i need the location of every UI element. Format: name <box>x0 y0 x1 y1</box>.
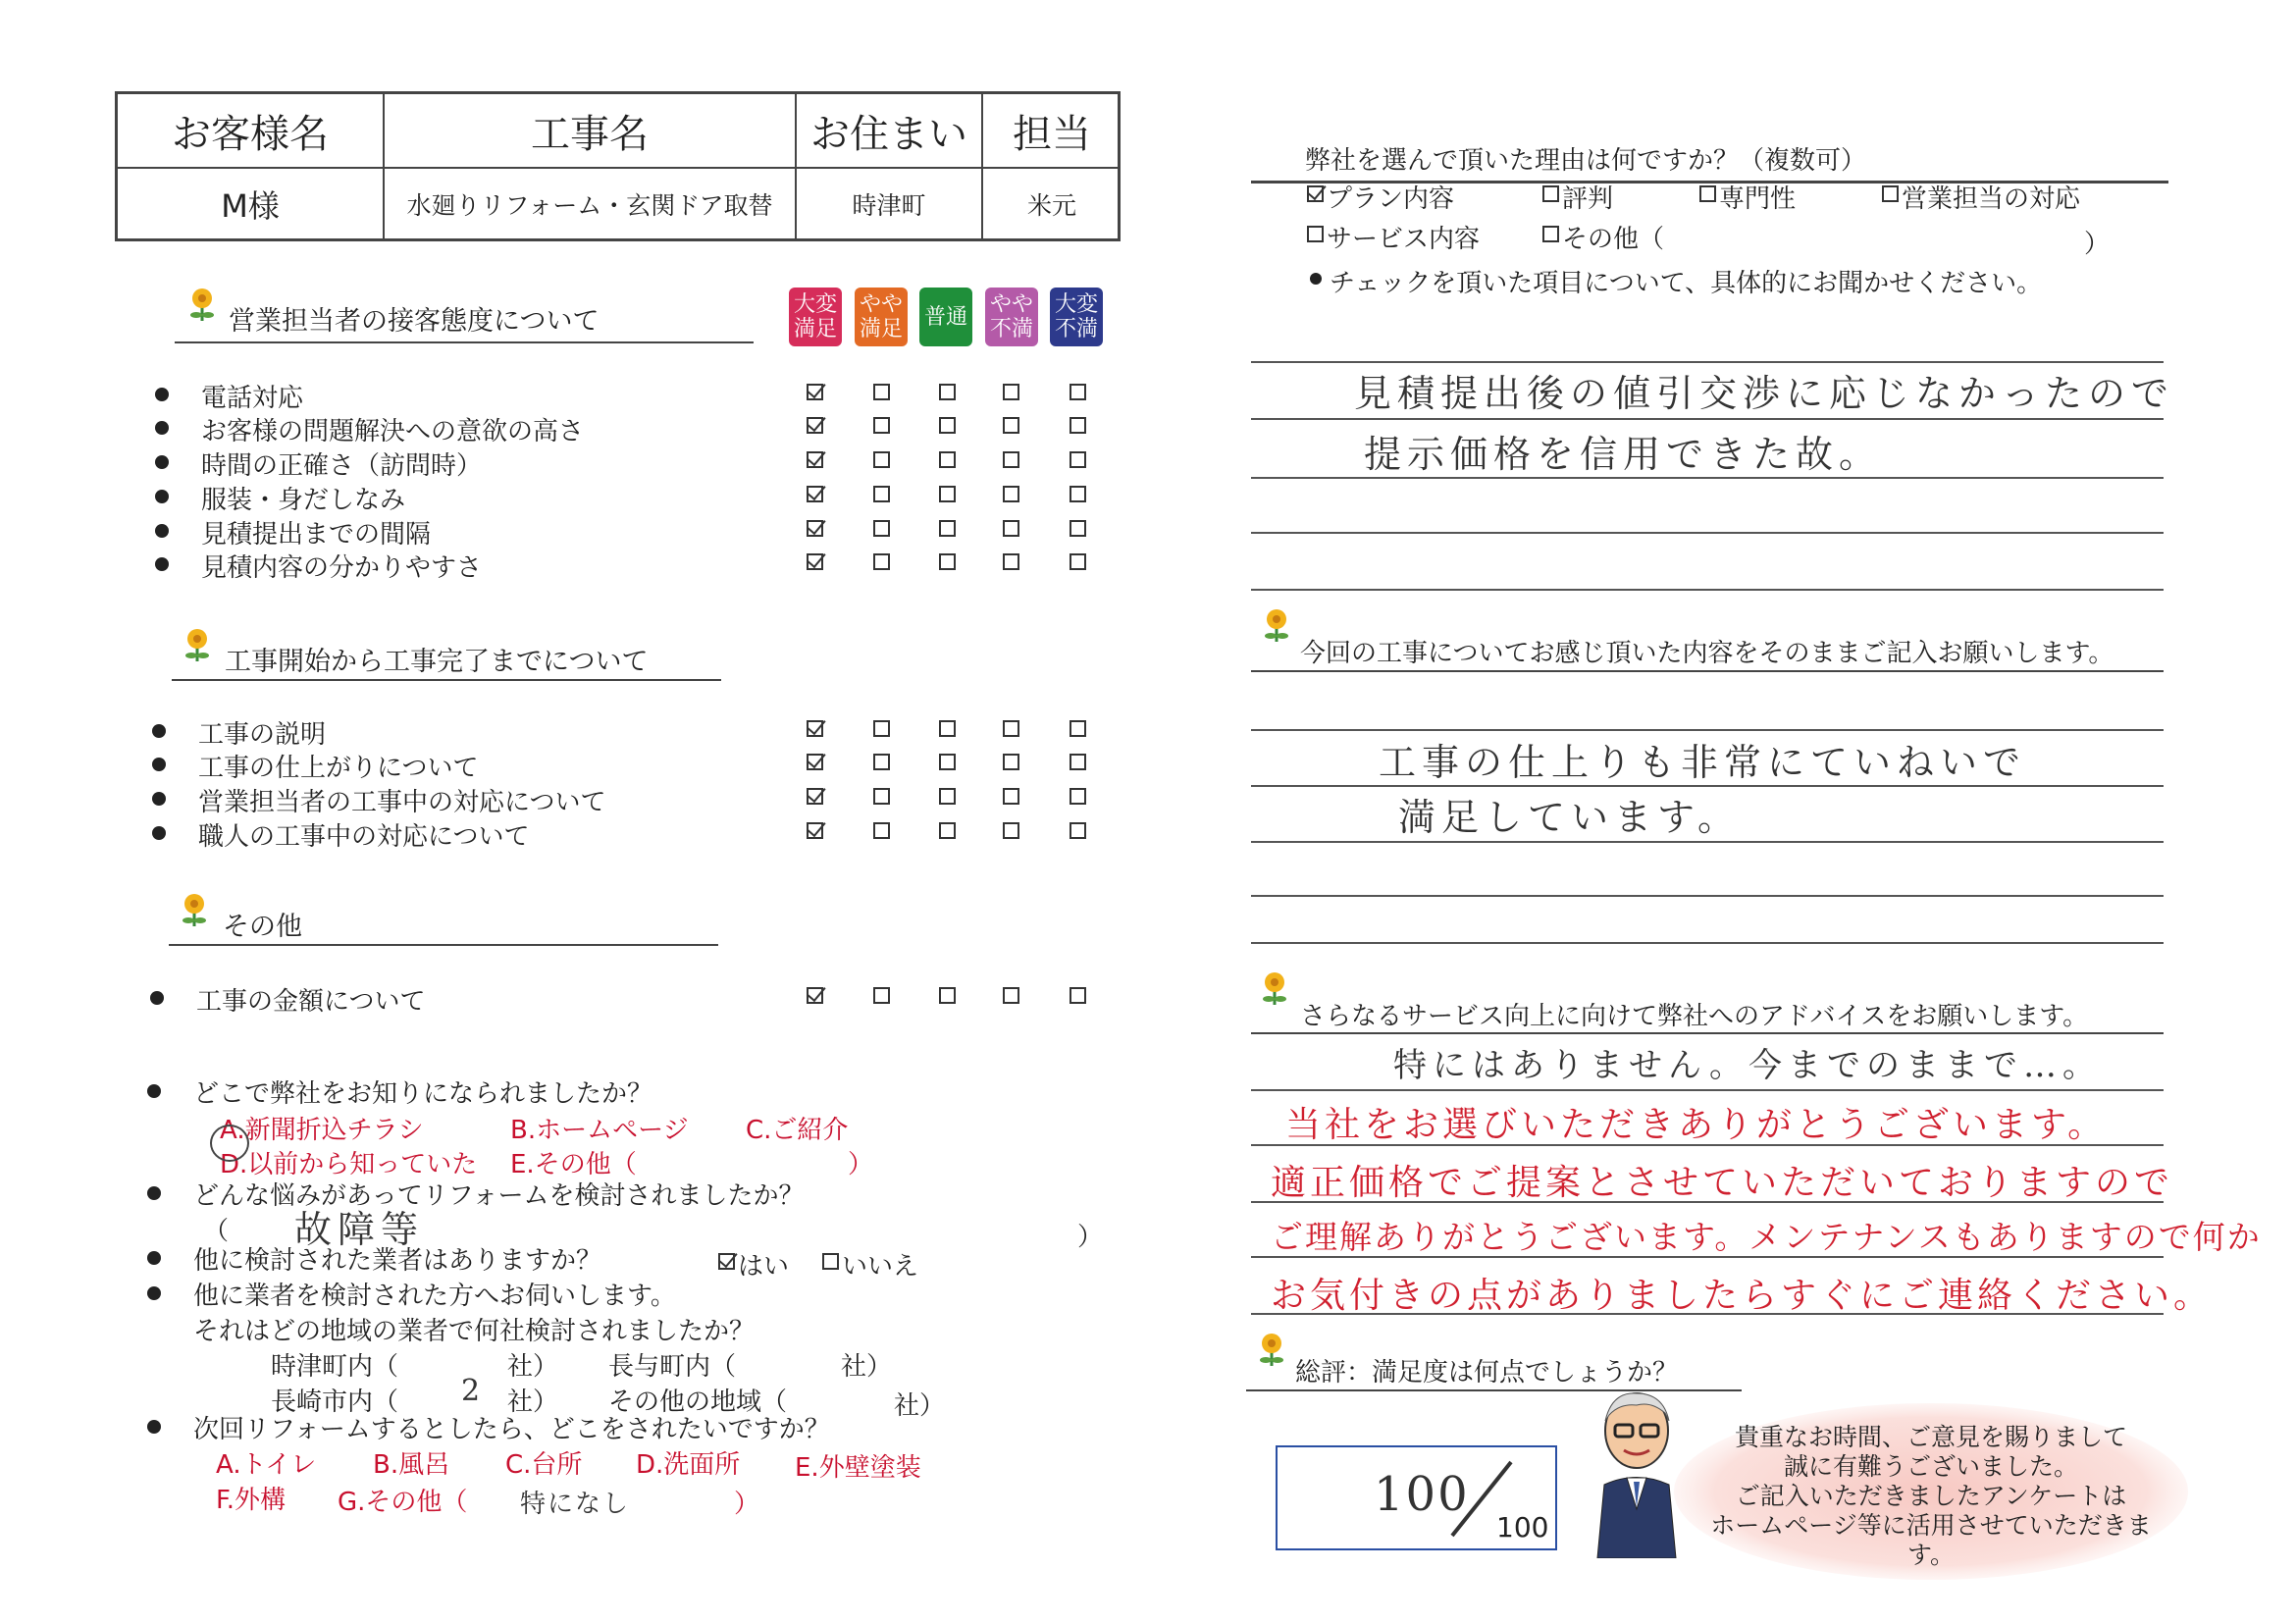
rating-item-label: 時間の正確さ（訪問時） <box>201 451 483 481</box>
rating-checkbox[interactable] <box>1070 553 1086 570</box>
bullet <box>155 524 169 538</box>
area-togitsu: 時津町内（ <box>271 1352 399 1382</box>
rating-checkbox[interactable] <box>1070 384 1086 400</box>
flower-icon <box>1264 608 1289 644</box>
rating-checkbox[interactable] <box>1070 754 1086 770</box>
rating-checkbox[interactable] <box>939 720 956 737</box>
option-kitchen: C.台所 <box>505 1450 583 1480</box>
thanks-line-2: 誠に有難うございました。 <box>1783 1452 2078 1481</box>
label-other-reason: その他（ <box>1562 225 1665 254</box>
rating-checkbox[interactable] <box>873 520 890 537</box>
rating-checkbox[interactable] <box>939 754 956 770</box>
rating-checkbox[interactable] <box>1070 788 1086 805</box>
writing-line <box>1251 1089 2164 1091</box>
checkbox-service[interactable] <box>1307 226 1324 242</box>
customer-info-table <box>115 91 1121 241</box>
reason-answer-line-1: 見積提出後の値引交渉に応じなかったので <box>1354 372 2175 415</box>
rating-item-label: 工事の金額について <box>196 987 426 1017</box>
section-title-other: その他 <box>223 912 302 942</box>
rating-checkbox[interactable] <box>807 788 823 805</box>
rating-checkbox[interactable] <box>1003 486 1019 502</box>
rating-somewhat-dissatisfied: やや 不満 <box>985 288 1038 346</box>
bullet <box>147 1420 161 1434</box>
writing-line <box>1251 532 2164 534</box>
rating-checkbox[interactable] <box>1070 486 1086 502</box>
option-other: E.その他（ <box>510 1150 637 1179</box>
rating-checkbox[interactable] <box>1003 384 1019 400</box>
writing-line <box>1251 841 2164 843</box>
checkbox-expertise[interactable] <box>1699 185 1716 202</box>
rating-checkbox[interactable] <box>1003 417 1019 434</box>
bullet <box>152 792 166 806</box>
col-customer-header: お客様名 <box>172 111 329 157</box>
bullet <box>147 1251 161 1265</box>
rating-checkbox[interactable] <box>807 417 823 434</box>
option-exterior: E.外壁塗装 <box>795 1453 921 1483</box>
reason-detail-prompt: チェックを頂いた項目について、具体的にお聞かせください。 <box>1330 269 2043 298</box>
rating-checkbox[interactable] <box>807 486 823 502</box>
how-known-question: どこで弊社をお知りになられましたか？ <box>193 1079 653 1109</box>
rating-checkbox[interactable] <box>873 822 890 839</box>
rating-very-satisfied: 大変 満足 <box>789 288 842 346</box>
thanks-line-1: 貴重なお時間、ご意見を賜りまして <box>1734 1423 2127 1451</box>
checkbox-yes[interactable] <box>718 1253 735 1270</box>
option-other-reform: G.その他（ <box>338 1488 468 1517</box>
work-name: 水廻りリフォーム・玄関ドア取替 <box>406 191 773 220</box>
rating-checkbox[interactable] <box>1003 720 1019 737</box>
other-companies-question: 他に検討された業者はありますか？ <box>193 1246 602 1276</box>
flower-icon <box>182 893 207 928</box>
rating-checkbox[interactable] <box>807 754 823 770</box>
rating-checkbox[interactable] <box>873 417 890 434</box>
flower-icon <box>189 288 215 323</box>
option-referral: C.ご紹介 <box>746 1116 849 1145</box>
area-nagasaki-count: 社） <box>507 1387 559 1417</box>
rating-item-label: 工事の仕上がりについて <box>198 754 479 783</box>
impression-answer-line-1: 工事の仕上りも非常にていねいで <box>1379 741 2027 784</box>
flower-icon <box>1262 971 1287 1007</box>
rating-checkbox[interactable] <box>873 788 890 805</box>
rating-neutral: 普通 <box>919 288 972 346</box>
area-nagasaki: 長崎市内（ <box>271 1387 399 1417</box>
section-title-construction: 工事開始から工事完了までについて <box>225 647 649 677</box>
label-yes: はい <box>738 1252 790 1282</box>
rating-item-label: 電話対応 <box>201 384 304 413</box>
rating-checkbox[interactable] <box>939 822 956 839</box>
rating-checkbox[interactable] <box>1070 987 1086 1004</box>
impression-title: 今回の工事についてお感じ頂いた内容をそのままご記入お願いします。 <box>1300 639 2114 668</box>
area-nagayo-count: 社） <box>841 1352 893 1382</box>
option-toilet: A.トイレ <box>216 1450 317 1480</box>
reply-line-3: ご理解ありがとうございます。メンテナンスもありますので何か <box>1271 1218 2262 1256</box>
score-value: 100 <box>1374 1467 1470 1522</box>
area-other-count: 社） <box>894 1391 946 1421</box>
thanks-message <box>1700 1423 2162 1570</box>
advice-title: さらなるサービス向上に向けて弊社へのアドバイスをお願いします。 <box>1300 1002 2089 1031</box>
reply-line-1: 当社をお選びいただきありがとうございます。 <box>1285 1105 2108 1145</box>
customer-name: M様 <box>221 187 280 225</box>
rating-checkbox[interactable] <box>939 987 956 1004</box>
rating-checkbox[interactable] <box>939 486 956 502</box>
bullet <box>147 1186 161 1200</box>
bullet <box>152 724 166 738</box>
section-underline <box>169 944 718 946</box>
worry-answer: 故障等 <box>294 1208 425 1251</box>
bullet <box>155 557 169 571</box>
col-work-header: 工事名 <box>531 111 649 157</box>
reply-line-4: お気付きの点がありましたらすぐにご連絡ください。 <box>1271 1276 2214 1316</box>
option-known-before: D.以前から知っていた <box>220 1150 478 1179</box>
rating-checkbox[interactable] <box>939 520 956 537</box>
writing-line <box>1251 895 2164 897</box>
rating-item-label: 工事の説明 <box>198 720 327 750</box>
col-address-header: お住まい <box>810 111 967 157</box>
rating-item-label: 見積提出までの間隔 <box>201 520 432 550</box>
checkbox-reputation[interactable] <box>1542 185 1559 202</box>
section-underline <box>175 341 754 343</box>
rating-checkbox[interactable] <box>807 822 823 839</box>
reply-line-2: 適正価格でご提案とさせていただいておりますので <box>1271 1163 2174 1203</box>
worry-question: どんな悩みがあってリフォームを検討されましたか？ <box>193 1181 805 1211</box>
section-underline <box>172 679 721 681</box>
flower-icon <box>1259 1333 1284 1368</box>
bullet <box>152 826 166 840</box>
rating-checkbox[interactable] <box>873 720 890 737</box>
label-service: サービス内容 <box>1327 225 1481 254</box>
area-nagayo: 長与町内（ <box>608 1352 737 1382</box>
label-sales-response: 営業担当の対応 <box>1902 184 2081 214</box>
rating-checkbox[interactable] <box>1003 451 1019 468</box>
thanks-line-4: ホームページ等に活用させていただきます。 <box>1710 1511 2152 1569</box>
address: 時津町 <box>852 191 926 220</box>
rating-checkbox[interactable] <box>1070 822 1086 839</box>
rating-checkbox[interactable] <box>873 486 890 502</box>
rating-checkbox[interactable] <box>939 417 956 434</box>
writing-line <box>1251 729 2164 731</box>
rating-checkbox[interactable] <box>807 520 823 537</box>
bullet <box>155 388 169 401</box>
rating-checkbox[interactable] <box>873 553 890 570</box>
rating-somewhat-satisfied: やや 満足 <box>855 288 908 346</box>
option-washroom: D.洗面所 <box>636 1450 741 1480</box>
rating-checkbox[interactable] <box>1070 451 1086 468</box>
bullet <box>155 490 169 503</box>
section-underline <box>1251 670 2164 672</box>
score-max: 100 <box>1496 1511 1549 1544</box>
bullet <box>152 758 166 771</box>
bullet <box>1310 273 1322 285</box>
staff-name: 米元 <box>1026 191 1076 220</box>
area-question-2: それはどの地域の業者で何社検討されましたか？ <box>193 1317 756 1346</box>
bullet <box>147 1084 161 1098</box>
rating-checkbox[interactable] <box>873 987 890 1004</box>
paren-close: ） <box>1077 1223 1104 1252</box>
area-togitsu-count: 社） <box>507 1352 559 1382</box>
reason-title: 弊社を選んで頂いた理由は何ですか？（複数可） <box>1305 146 1867 176</box>
checkbox-plan[interactable] <box>1307 185 1324 202</box>
rating-item-label: 営業担当者の工事中の対応について <box>198 788 606 817</box>
rating-item-label: 職人の工事中の対応について <box>198 822 530 852</box>
section-underline <box>1251 1032 2164 1034</box>
writing-line <box>1251 589 2164 591</box>
bullet <box>147 1286 161 1300</box>
rating-checkbox[interactable] <box>807 384 823 400</box>
paren-open: （ <box>203 1217 230 1246</box>
checkbox-sales-response[interactable] <box>1882 185 1899 202</box>
rating-item-label: 見積内容の分かりやすさ <box>201 553 483 583</box>
rating-checkbox[interactable] <box>939 788 956 805</box>
rating-checkbox[interactable] <box>873 451 890 468</box>
rating-checkbox[interactable] <box>1070 720 1086 737</box>
label-plan: プラン内容 <box>1327 184 1455 214</box>
flower-icon <box>184 628 210 663</box>
label-expertise: 専門性 <box>1719 184 1797 214</box>
bullet <box>150 991 164 1005</box>
rating-checkbox[interactable] <box>807 987 823 1004</box>
rating-item-label: お客様の問題解決への意欲の高さ <box>201 417 585 446</box>
option-exterior-works: F.外構 <box>216 1486 287 1515</box>
area-nagasaki-answer: 2 <box>461 1374 487 1408</box>
area-other: その他の地域（ <box>608 1387 788 1417</box>
label-other-reason-close: ） <box>2084 230 2111 259</box>
rating-item-label: 服装・身だしなみ <box>201 486 406 515</box>
selection-circle <box>210 1125 249 1162</box>
rating-checkbox[interactable] <box>1003 788 1019 805</box>
rating-checkbox[interactable] <box>1003 987 1019 1004</box>
option-other-reform-close: ） <box>734 1490 760 1519</box>
next-reform-question: 次回リフォームするとしたら、どこをされたいですか？ <box>193 1415 830 1444</box>
overall-title: 総評：満足度は何点でしょうか？ <box>1295 1358 1679 1387</box>
rating-checkbox[interactable] <box>873 384 890 400</box>
rating-checkbox[interactable] <box>939 553 956 570</box>
option-homepage: B.ホームページ <box>510 1116 689 1145</box>
advice-answer: 特にはありません。今までのままで…。 <box>1393 1046 2103 1085</box>
writing-line <box>1251 418 2164 420</box>
bullet <box>155 455 169 469</box>
checkbox-other-reason[interactable] <box>1542 226 1559 242</box>
rating-checkbox[interactable] <box>939 384 956 400</box>
rating-checkbox[interactable] <box>1070 520 1086 537</box>
area-question-1: 他に業者を検討された方へお伺いします。 <box>193 1282 676 1311</box>
rating-checkbox[interactable] <box>1003 553 1019 570</box>
rating-checkbox[interactable] <box>807 553 823 570</box>
rating-checkbox[interactable] <box>1070 417 1086 434</box>
option-newspaper: A.新聞折込チラシ <box>220 1116 424 1145</box>
label-no: いいえ <box>842 1252 919 1282</box>
impression-answer-line-2: 満足しています。 <box>1398 796 1741 839</box>
col-staff-header: 担当 <box>1013 111 1091 157</box>
other-reform-answer: 特になし <box>520 1490 631 1519</box>
option-bath: B.風呂 <box>373 1450 450 1480</box>
rating-checkbox[interactable] <box>807 451 823 468</box>
rating-checkbox[interactable] <box>873 754 890 770</box>
rating-checkbox[interactable] <box>1003 520 1019 537</box>
writing-line <box>1251 942 2164 944</box>
bullet <box>155 421 169 435</box>
label-reputation: 評判 <box>1562 184 1614 214</box>
section-title-sales: 営業担当者の接客態度について <box>229 306 600 337</box>
reason-answer-line-2: 提示価格を信用できた故。 <box>1364 433 1883 476</box>
rating-checkbox[interactable] <box>939 451 956 468</box>
thanks-line-3: ご記入いただきましたアンケートは <box>1735 1482 2127 1510</box>
option-other-close: ） <box>848 1150 874 1179</box>
checkbox-no[interactable] <box>822 1253 839 1270</box>
rating-very-dissatisfied: 大変 不満 <box>1050 288 1103 346</box>
rating-checkbox[interactable] <box>1003 822 1019 839</box>
rating-checkbox[interactable] <box>1003 754 1019 770</box>
rating-checkbox[interactable] <box>807 720 823 737</box>
